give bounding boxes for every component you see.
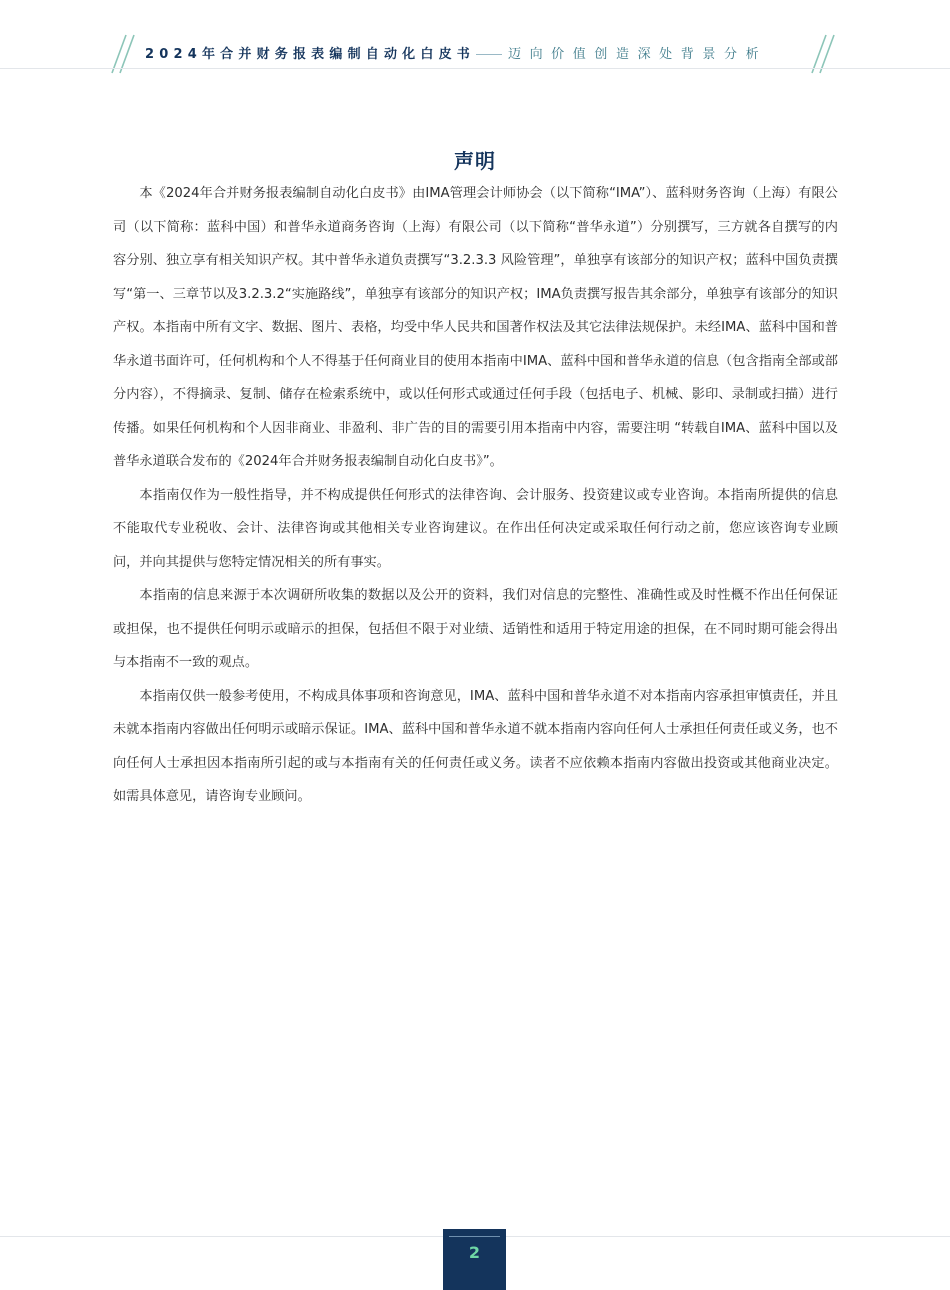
paragraph: 本指南仅作为一般性指导，并不构成提供任何形式的法律咨询、会计服务、投资建议或专业咨询。本指南所提供的信息不能取代专业税收、会计、法律咨询或其他相关专业咨询建议。在作出任何决定或采取任何行动之前，您应该咨询专业顾问，并向其提供与您特定情况相关的所有事实。 bbox=[113, 487, 838, 570]
header-title: 2024年合并财务报表编制自动化白皮书 bbox=[145, 47, 475, 62]
paragraph: 本指南仅供一般参考使用，不构成具体事项和咨询意见，IMA、蓝科中国和普华永道不对本指南内容承担审慎责任，并且未就本指南内容做出任何明示或暗示保证。IMA、蓝科中国和普华永道不就本指南内容向任何人士承担任何责任或义务，也不向任何人士承担因本指南所引起的或与本指南有关的任何责任或义务。读者不应依赖本指南内容做出投资或其他商业决定。如需具体意见，请咨询专业顾问。 bbox=[113, 688, 838, 804]
page-number: 2 bbox=[468, 1243, 481, 1262]
page-number-box bbox=[443, 1229, 506, 1290]
header-text bbox=[145, 45, 815, 65]
page-box-rule bbox=[449, 1236, 500, 1237]
page-header bbox=[0, 0, 950, 70]
header-subtitle: 迈向价值创造深处背景分析 bbox=[507, 47, 768, 62]
header-divider bbox=[0, 68, 950, 69]
document-body bbox=[113, 177, 838, 814]
page-title: 声明 bbox=[454, 149, 496, 174]
header-dash-divider bbox=[476, 54, 502, 55]
paragraph: 本指南的信息来源于本次调研所收集的数据以及公开的资料，我们对信息的完整性、准确性或及时性概不作出任何保证或担保，也不提供任何明示或暗示的担保，包括但不限于对业绩、适销性和适用于特定用途的担保，在不同时期可能会得出与本指南不一致的观点。 bbox=[113, 588, 838, 670]
paragraph: 本《2024年合并财务报表编制自动化白皮书》由IMA管理会计师协会（以下简称“IMA”）、蓝科财务咨询（上海）有限公司（以下简称：蓝科中国）和普华永道商务咨询（上海）有限公司（以下简称“普华永道”）分别撰写，三方就各自撰写的内容分别、独立享有相关知识产权。其中普华永道负责撰写“3.2.3.3 风险管理”，单独享有该部分的知识产权；蓝科中国负责撰写“第一、三章节以及3.2.3.2“实施路线”，单独享有该部分的知识产权；IMA负责撰写报告其余部分，单独享有该部分的知识产权。本指南中所有文字、数据、图片、表格，均受中华人民共和国著作权法及其它法律法规保护。未经IMA、蓝科中国和普华永道书面许可，任何机构和个人不得基于任何商业目的使用本指南中IMA、蓝科中国和普华永道的信息（包含指南全部或部分内容），不得摘录、复制、储存在检索系统中，或以任何形式或通过任何手段（包括电子、机械、影印、录制或扫描）进行传播。如果任何机构和个人因非商业、非盈利、非广告的目的需要引用本指南中内容，需要注明 “转载自IMA、蓝科中国以及普华永道联合发布的《2024年合并财务报表编制自动化白皮书》”。 bbox=[113, 186, 838, 469]
